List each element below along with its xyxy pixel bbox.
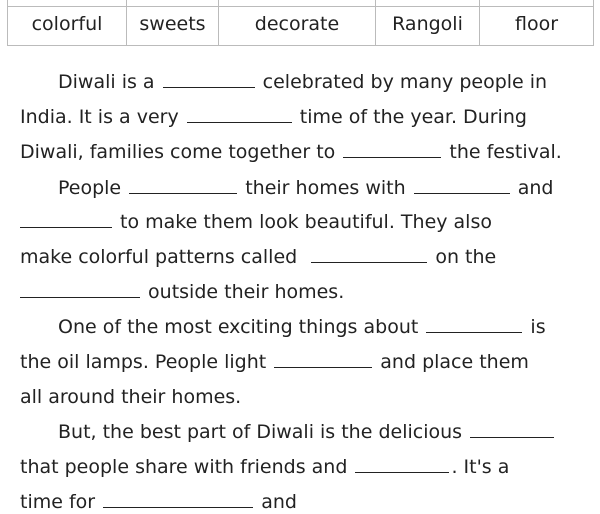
blank[interactable]: [20, 211, 112, 228]
blank[interactable]: [187, 106, 292, 123]
blank[interactable]: [470, 421, 554, 438]
text: celebrated by many people in: [262, 71, 548, 93]
text-line: [58, 70, 547, 94]
text-line: [20, 105, 527, 129]
text: the oil lamps. People light: [20, 351, 267, 373]
text: make colorful patterns called: [20, 246, 298, 268]
text: the festival.: [449, 141, 562, 163]
text-line: [58, 315, 546, 339]
blank[interactable]: [414, 177, 510, 194]
text-line: [20, 210, 492, 234]
text: time of the year. During: [299, 106, 527, 128]
word-bank-cell: decorate: [219, 0, 376, 45]
word-bank-cell: floor: [514, 12, 559, 35]
text: People: [58, 177, 122, 199]
text-line: [20, 455, 509, 479]
text-line: [58, 420, 556, 444]
text-line: [20, 350, 529, 374]
text: and place them: [380, 351, 529, 373]
text: Diwali is a: [58, 71, 155, 93]
text-line: [20, 490, 297, 514]
blank[interactable]: [355, 456, 449, 473]
blank[interactable]: [426, 316, 522, 333]
word-bank-table: [7, 0, 594, 46]
text: . It's a: [451, 456, 510, 478]
text: and: [261, 491, 297, 513]
text: that people share with friends and: [20, 456, 348, 478]
text-line: [20, 140, 562, 164]
word-bank-cell: sweets: [127, 0, 219, 45]
text-line: [20, 385, 241, 409]
blank[interactable]: [311, 246, 427, 263]
text: outside their homes.: [148, 281, 345, 303]
blank[interactable]: [20, 281, 140, 298]
text: to make them look beautiful. They also: [120, 211, 492, 233]
text-line: [20, 280, 344, 304]
word-bank-cell: colorful: [8, 0, 127, 45]
text: time for: [20, 491, 96, 513]
text: One of the most exciting things about: [58, 316, 419, 338]
text: But, the best part of Diwali is the delicious: [58, 421, 463, 443]
text: is: [530, 316, 546, 338]
blank[interactable]: [274, 351, 372, 368]
blank[interactable]: [129, 177, 237, 194]
blank[interactable]: [343, 141, 441, 158]
text: India. It is a very: [20, 106, 179, 128]
text: their homes with: [245, 177, 406, 199]
text: all around their homes.: [20, 386, 242, 408]
text: on the: [435, 246, 497, 268]
text-line: [20, 245, 496, 269]
text: and: [517, 177, 554, 199]
word-bank-cell: Rangoli: [376, 0, 480, 45]
text-line: [58, 176, 554, 200]
text: Diwali, families come together to: [20, 141, 336, 163]
blank[interactable]: [163, 71, 255, 88]
